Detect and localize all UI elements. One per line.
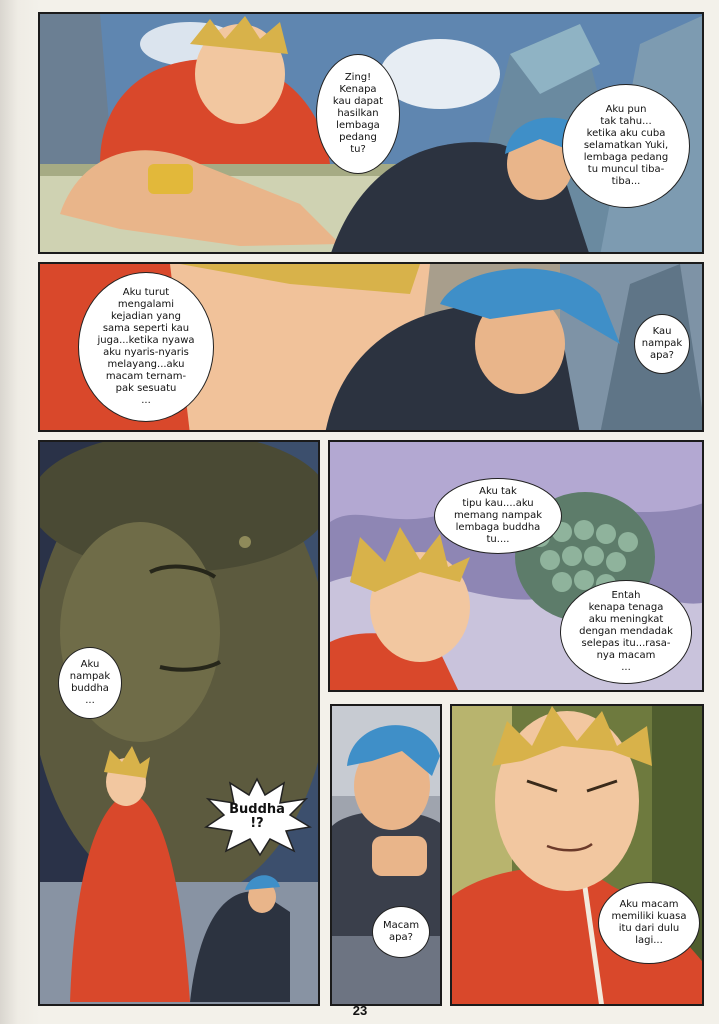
speech-bubble-aku-turut: Aku turut mengalami kejadian yang sama seperti kau juga...ketika nyawa aku nyaris-nyaris melayang...aku macam ternam- pak sesuatu ...: [78, 272, 214, 422]
speech-bubble-aku-macam-memiliki: Aku macam memiliki kuasa itu dari dulu lagi...: [598, 882, 700, 964]
panel-5: [330, 704, 442, 1006]
speech-bubble-aku-pun: Aku pun tak tahu... ketika aku cuba selamatkan Yuki, lembaga pedang tu muncul tiba- tiba...: [562, 84, 690, 208]
speech-bubble-zing: Zing! Kenapa kau dapat hasilkan lembaga pedang tu?: [316, 54, 400, 174]
page-number: 23: [352, 1003, 368, 1018]
speech-bubble-kau-nampak: Kau nampak apa?: [634, 314, 690, 374]
panel-4: [328, 440, 704, 692]
speech-bubble-aku-tak-tipu: Aku tak tipu kau....aku memang nampak lembaga buddha tu....: [434, 478, 562, 554]
shout-burst-buddha: Buddha !?: [229, 802, 285, 831]
panel-2: [38, 262, 704, 432]
panel-3-art: [40, 442, 320, 1006]
panel-6: [450, 704, 704, 1006]
speech-bubble-macam-apa: Macam apa?: [372, 906, 430, 958]
speech-bubble-aku-nampak-buddha: Aku nampak buddha ...: [58, 647, 122, 719]
panel-1: [38, 12, 704, 254]
panel-5-art: [332, 706, 442, 1006]
speech-bubble-entah: Entah kenapa tenaga aku meningkat dengan mendadak selepas itu...rasa- nya macam ...: [560, 580, 692, 684]
panel-3: [38, 440, 320, 1006]
